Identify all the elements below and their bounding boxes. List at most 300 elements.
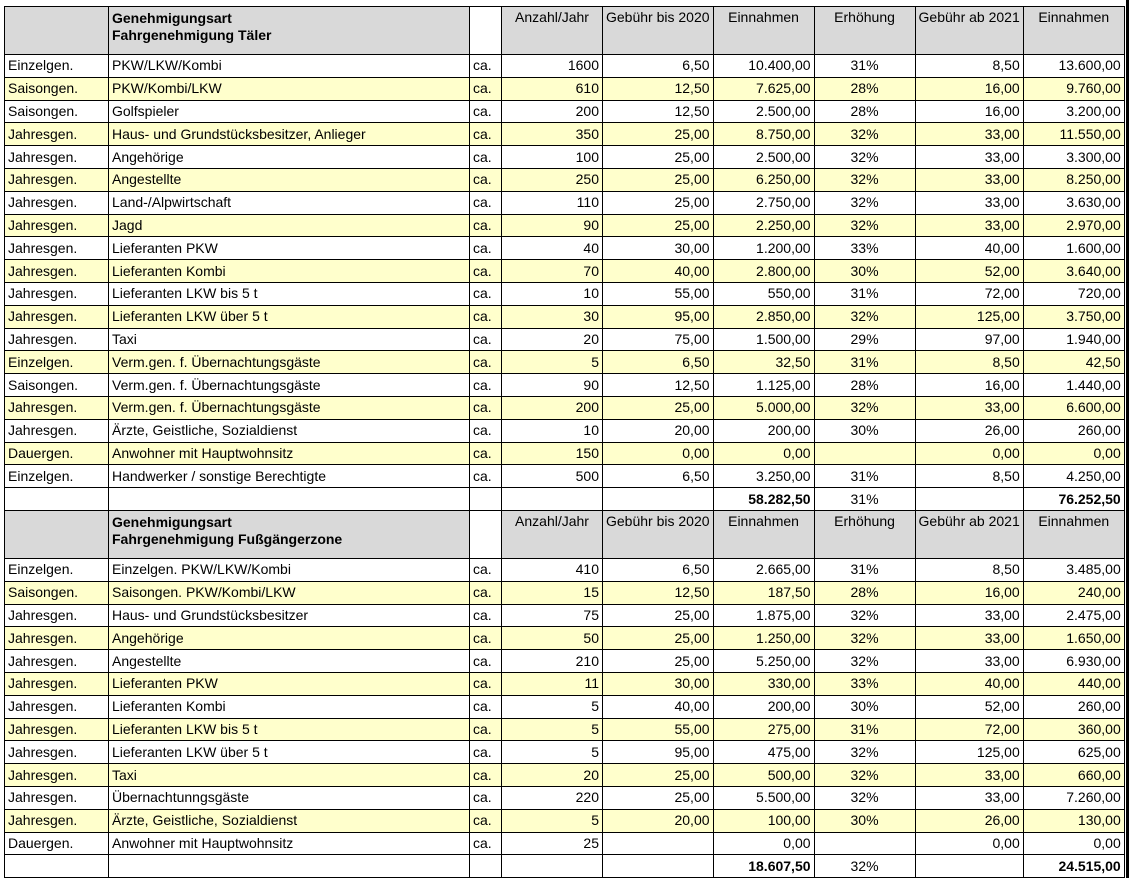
total-einnahmen: 18.607,50 (713, 855, 814, 878)
cell-ca: ca. (470, 328, 502, 351)
total-row (5, 488, 1125, 511)
cell-gebuehr-ab: 8,50 (915, 55, 1023, 78)
cell-erhoehung: 30% (814, 419, 915, 442)
cell-gebuehr-bis: 6,50 (603, 55, 714, 78)
cell-gebuehr-bis: 12,50 (603, 581, 714, 604)
cell-beschreibung: Taxi (109, 328, 470, 351)
cell-einnahmen-neu: 720,00 (1023, 282, 1124, 305)
cell-genehmigungsart: Einzelgen. (5, 351, 109, 374)
cell-erhoehung: 32% (814, 396, 915, 419)
cell-erhoehung: 32% (814, 627, 915, 650)
cell-anzahl: 90 (502, 214, 603, 237)
header-ca-cell (470, 7, 502, 55)
cell-einnahmen-neu: 1.940,00 (1023, 328, 1124, 351)
cell-erhoehung: 32% (814, 604, 915, 627)
cell-ca: ca. (470, 764, 502, 787)
cell-beschreibung: Haus- und Grundstücksbesitzer, Anlieger (109, 123, 470, 146)
cell-gebuehr-bis: 25,00 (603, 650, 714, 673)
cell-anzahl: 5 (502, 351, 603, 374)
table-row (5, 260, 1125, 283)
cell-einnahmen: 2.500,00 (713, 146, 814, 169)
total-empty-cell (502, 488, 603, 511)
cell-einnahmen: 5.500,00 (713, 786, 814, 809)
cell-ca: ca. (470, 809, 502, 832)
cell-gebuehr-ab: 33,00 (915, 764, 1023, 787)
table-row (5, 832, 1125, 855)
cell-ca: ca. (470, 237, 502, 260)
cell-anzahl: 350 (502, 123, 603, 146)
cell-gebuehr-bis: 25,00 (603, 604, 714, 627)
cell-genehmigungsart: Jahresgen. (5, 305, 109, 328)
cell-erhoehung: 31% (814, 718, 915, 741)
cell-genehmigungsart: Jahresgen. (5, 237, 109, 260)
table-row (5, 168, 1125, 191)
cell-beschreibung: PKW/LKW/Kombi (109, 55, 470, 78)
cell-beschreibung: Saisongen. PKW/Kombi/LKW (109, 581, 470, 604)
cell-erhoehung: 32% (814, 214, 915, 237)
cell-ca: ca. (470, 146, 502, 169)
cell-einnahmen: 200,00 (713, 419, 814, 442)
cell-einnahmen: 3.250,00 (713, 465, 814, 488)
cell-beschreibung: Lieferanten LKW bis 5 t (109, 718, 470, 741)
table-row (5, 282, 1125, 305)
cell-ca: ca. (470, 786, 502, 809)
cell-gebuehr-ab: 40,00 (915, 672, 1023, 695)
cell-gebuehr-bis: 25,00 (603, 191, 714, 214)
cell-ca: ca. (470, 123, 502, 146)
cell-einnahmen-neu: 3.485,00 (1023, 558, 1124, 581)
section-title-line2: Fahrgenehmigung Fußgängerzone (112, 530, 343, 547)
cell-genehmigungsart: Saisongen. (5, 77, 109, 100)
cell-einnahmen-neu: 360,00 (1023, 718, 1124, 741)
cell-gebuehr-ab: 33,00 (915, 214, 1023, 237)
cell-genehmigungsart: Jahresgen. (5, 419, 109, 442)
cell-genehmigungsart: Jahresgen. (5, 718, 109, 741)
cell-genehmigungsart: Jahresgen. (5, 260, 109, 283)
cell-anzahl: 5 (502, 741, 603, 764)
cell-gebuehr-ab: 33,00 (915, 396, 1023, 419)
cell-genehmigungsart: Jahresgen. (5, 809, 109, 832)
cell-erhoehung: 33% (814, 672, 915, 695)
cell-anzahl: 15 (502, 581, 603, 604)
cell-gebuehr-bis: 12,50 (603, 374, 714, 397)
table-body (5, 7, 1125, 878)
cell-gebuehr-bis: 30,00 (603, 237, 714, 260)
cell-einnahmen-neu: 3.750,00 (1023, 305, 1124, 328)
cell-erhoehung (814, 442, 915, 465)
cell-einnahmen-neu: 7.260,00 (1023, 786, 1124, 809)
cell-genehmigungsart: Jahresgen. (5, 191, 109, 214)
cell-beschreibung: Ärzte, Geistliche, Sozialdienst (109, 419, 470, 442)
cell-gebuehr-bis (603, 832, 714, 855)
cell-gebuehr-bis: 12,50 (603, 77, 714, 100)
cell-gebuehr-bis: 12,50 (603, 100, 714, 123)
cell-gebuehr-bis: 25,00 (603, 396, 714, 419)
cell-einnahmen: 187,50 (713, 581, 814, 604)
table-row (5, 396, 1125, 419)
cell-einnahmen: 1.500,00 (713, 328, 814, 351)
cell-genehmigungsart: Saisongen. (5, 581, 109, 604)
cell-erhoehung: 31% (814, 282, 915, 305)
cell-genehmigungsart: Einzelgen. (5, 55, 109, 78)
section-header-row (5, 7, 1125, 55)
table-row (5, 809, 1125, 832)
cell-erhoehung: 31% (814, 465, 915, 488)
col-header-erhoehung: Erhöhung (814, 510, 915, 558)
col-header-gebuehr-ab: Gebühr ab 2021 (915, 7, 1023, 55)
cell-genehmigungsart: Jahresgen. (5, 741, 109, 764)
cell-anzahl: 90 (502, 374, 603, 397)
cell-beschreibung: Angestellte (109, 650, 470, 673)
cell-gebuehr-bis: 25,00 (603, 123, 714, 146)
cell-beschreibung: Verm.gen. f. Übernachtungsgäste (109, 351, 470, 374)
cell-ca: ca. (470, 650, 502, 673)
cell-ca: ca. (470, 168, 502, 191)
cell-ca: ca. (470, 100, 502, 123)
table-row (5, 558, 1125, 581)
total-row (5, 855, 1125, 878)
cell-gebuehr-bis: 40,00 (603, 260, 714, 283)
table-row (5, 351, 1125, 374)
table-row (5, 305, 1125, 328)
cell-gebuehr-ab: 40,00 (915, 237, 1023, 260)
total-einnahmen-neu: 76.252,50 (1023, 488, 1124, 511)
total-empty-cell (502, 855, 603, 878)
cell-einnahmen-neu: 42,50 (1023, 351, 1124, 374)
cell-gebuehr-bis: 95,00 (603, 741, 714, 764)
table-row (5, 627, 1125, 650)
table-row (5, 442, 1125, 465)
cell-gebuehr-bis: 95,00 (603, 305, 714, 328)
cell-gebuehr-bis: 55,00 (603, 718, 714, 741)
cell-genehmigungsart: Jahresgen. (5, 282, 109, 305)
cell-einnahmen: 200,00 (713, 695, 814, 718)
total-empty-cell (470, 855, 502, 878)
cell-erhoehung: 32% (814, 650, 915, 673)
section-title-line1: Genehmigungsart (112, 10, 232, 26)
cell-anzahl: 250 (502, 168, 603, 191)
cell-ca: ca. (470, 604, 502, 627)
cell-einnahmen: 2.750,00 (713, 191, 814, 214)
cell-einnahmen: 0,00 (713, 442, 814, 465)
cell-gebuehr-ab: 33,00 (915, 146, 1023, 169)
cell-einnahmen-neu: 8.250,00 (1023, 168, 1124, 191)
col-header-gebuehr-bis: Gebühr bis 2020 (603, 7, 714, 55)
cell-gebuehr-ab: 8,50 (915, 558, 1023, 581)
table-row (5, 419, 1125, 442)
cell-beschreibung: Taxi (109, 764, 470, 787)
cell-einnahmen-neu: 440,00 (1023, 672, 1124, 695)
cell-einnahmen-neu: 2.475,00 (1023, 604, 1124, 627)
cell-beschreibung: Angestellte (109, 168, 470, 191)
cell-einnahmen: 1.250,00 (713, 627, 814, 650)
cell-einnahmen-neu: 625,00 (1023, 741, 1124, 764)
cell-erhoehung: 32% (814, 764, 915, 787)
cell-einnahmen: 8.750,00 (713, 123, 814, 146)
total-empty-cell (915, 855, 1023, 878)
table-row (5, 741, 1125, 764)
cell-anzahl: 5 (502, 809, 603, 832)
cell-gebuehr-ab: 33,00 (915, 627, 1023, 650)
cell-ca: ca. (470, 741, 502, 764)
cell-einnahmen-neu: 3.200,00 (1023, 100, 1124, 123)
cell-anzahl: 500 (502, 465, 603, 488)
cell-einnahmen: 1.875,00 (713, 604, 814, 627)
cell-genehmigungsart: Jahresgen. (5, 214, 109, 237)
cell-beschreibung: Verm.gen. f. Übernachtungsgäste (109, 374, 470, 397)
cell-ca: ca. (470, 581, 502, 604)
cell-gebuehr-ab: 72,00 (915, 718, 1023, 741)
cell-beschreibung: Lieferanten Kombi (109, 695, 470, 718)
cell-genehmigungsart: Jahresgen. (5, 786, 109, 809)
cell-genehmigungsart: Jahresgen. (5, 672, 109, 695)
cell-gebuehr-bis: 25,00 (603, 764, 714, 787)
header-art-cell (5, 510, 109, 558)
cell-beschreibung: Lieferanten LKW über 5 t (109, 741, 470, 764)
cell-gebuehr-ab: 125,00 (915, 741, 1023, 764)
header-ca-cell (470, 510, 502, 558)
cell-anzahl: 75 (502, 604, 603, 627)
cell-einnahmen-neu: 3.630,00 (1023, 191, 1124, 214)
cell-gebuehr-ab: 33,00 (915, 191, 1023, 214)
cell-ca: ca. (470, 672, 502, 695)
cell-einnahmen: 330,00 (713, 672, 814, 695)
cell-ca: ca. (470, 374, 502, 397)
cell-einnahmen: 2.250,00 (713, 214, 814, 237)
cell-genehmigungsart: Einzelgen. (5, 465, 109, 488)
cell-gebuehr-ab: 26,00 (915, 809, 1023, 832)
col-header-anzahl: Anzahl/Jahr (502, 510, 603, 558)
total-erhoehung: 32% (814, 855, 915, 878)
cell-ca: ca. (470, 396, 502, 419)
cell-erhoehung: 32% (814, 191, 915, 214)
fee-table (4, 6, 1125, 878)
cell-beschreibung: Lieferanten LKW bis 5 t (109, 282, 470, 305)
section-title (109, 7, 470, 55)
table-row (5, 650, 1125, 673)
cell-gebuehr-bis: 20,00 (603, 419, 714, 442)
cell-einnahmen: 2.800,00 (713, 260, 814, 283)
section-title-line1: Genehmigungsart (112, 513, 232, 530)
cell-beschreibung: Ärzte, Geistliche, Sozialdienst (109, 809, 470, 832)
cell-erhoehung: 28% (814, 581, 915, 604)
cell-einnahmen-neu: 2.970,00 (1023, 214, 1124, 237)
cell-gebuehr-bis: 25,00 (603, 786, 714, 809)
cell-erhoehung: 32% (814, 123, 915, 146)
cell-anzahl: 220 (502, 786, 603, 809)
cell-einnahmen-neu: 1.440,00 (1023, 374, 1124, 397)
col-header-anzahl: Anzahl/Jahr (502, 7, 603, 55)
cell-genehmigungsart: Dauergen. (5, 832, 109, 855)
cell-gebuehr-bis: 25,00 (603, 214, 714, 237)
cell-genehmigungsart: Jahresgen. (5, 627, 109, 650)
cell-beschreibung: Handwerker / sonstige Berechtigte (109, 465, 470, 488)
cell-erhoehung: 32% (814, 146, 915, 169)
cell-anzahl: 610 (502, 77, 603, 100)
cell-anzahl: 410 (502, 558, 603, 581)
cell-erhoehung: 30% (814, 809, 915, 832)
cell-genehmigungsart: Saisongen. (5, 374, 109, 397)
table-row (5, 695, 1125, 718)
cell-einnahmen: 5.000,00 (713, 396, 814, 419)
cell-anzahl: 11 (502, 672, 603, 695)
cell-anzahl: 5 (502, 718, 603, 741)
cell-genehmigungsart: Jahresgen. (5, 650, 109, 673)
table-row (5, 191, 1125, 214)
table-row (5, 77, 1125, 100)
col-header-einnahmen-neu: Einnahmen (1023, 510, 1124, 558)
cell-einnahmen: 500,00 (713, 764, 814, 787)
cell-einnahmen-neu: 1.650,00 (1023, 627, 1124, 650)
cell-einnahmen-neu: 0,00 (1023, 832, 1124, 855)
col-header-einnahmen: Einnahmen (713, 510, 814, 558)
cell-genehmigungsart: Jahresgen. (5, 123, 109, 146)
total-empty-cell (5, 855, 109, 878)
cell-einnahmen-neu: 6.930,00 (1023, 650, 1124, 673)
cell-ca: ca. (470, 351, 502, 374)
cell-anzahl: 1600 (502, 55, 603, 78)
cell-genehmigungsart: Jahresgen. (5, 764, 109, 787)
cell-einnahmen: 275,00 (713, 718, 814, 741)
cell-gebuehr-bis: 55,00 (603, 282, 714, 305)
cell-erhoehung: 28% (814, 374, 915, 397)
cell-erhoehung: 32% (814, 168, 915, 191)
cell-ca: ca. (470, 55, 502, 78)
cell-gebuehr-ab: 0,00 (915, 832, 1023, 855)
table-row (5, 100, 1125, 123)
total-empty-cell (109, 488, 470, 511)
cell-erhoehung (814, 832, 915, 855)
cell-einnahmen-neu: 13.600,00 (1023, 55, 1124, 78)
cell-ca: ca. (470, 282, 502, 305)
cell-gebuehr-ab: 33,00 (915, 168, 1023, 191)
cell-erhoehung: 32% (814, 741, 915, 764)
cell-gebuehr-ab: 33,00 (915, 650, 1023, 673)
cell-gebuehr-ab: 72,00 (915, 282, 1023, 305)
cell-einnahmen-neu: 660,00 (1023, 764, 1124, 787)
cell-einnahmen-neu: 3.640,00 (1023, 260, 1124, 283)
cell-einnahmen-neu: 3.300,00 (1023, 146, 1124, 169)
total-empty-cell (470, 488, 502, 511)
cell-einnahmen: 32,50 (713, 351, 814, 374)
table-row (5, 786, 1125, 809)
cell-einnahmen: 475,00 (713, 741, 814, 764)
total-empty-cell (915, 488, 1023, 511)
cell-ca: ca. (470, 77, 502, 100)
cell-beschreibung: Einzelgen. PKW/LKW/Kombi (109, 558, 470, 581)
table-row (5, 374, 1125, 397)
cell-einnahmen: 0,00 (713, 832, 814, 855)
cell-gebuehr-ab: 8,50 (915, 465, 1023, 488)
cell-anzahl: 70 (502, 260, 603, 283)
cell-gebuehr-ab: 52,00 (915, 260, 1023, 283)
window-edge (1126, 0, 1129, 878)
cell-beschreibung: Lieferanten LKW über 5 t (109, 305, 470, 328)
cell-anzahl: 100 (502, 146, 603, 169)
total-einnahmen-neu: 24.515,00 (1023, 855, 1124, 878)
cell-beschreibung: Lieferanten PKW (109, 237, 470, 260)
cell-ca: ca. (470, 305, 502, 328)
total-erhoehung: 31% (814, 488, 915, 511)
cell-einnahmen-neu: 4.250,00 (1023, 465, 1124, 488)
cell-genehmigungsart: Einzelgen. (5, 558, 109, 581)
cell-beschreibung: Verm.gen. f. Übernachtungsgäste (109, 396, 470, 419)
cell-einnahmen: 2.500,00 (713, 100, 814, 123)
cell-ca: ca. (470, 718, 502, 741)
total-einnahmen: 58.282,50 (713, 488, 814, 511)
cell-anzahl: 50 (502, 627, 603, 650)
cell-erhoehung: 31% (814, 55, 915, 78)
cell-gebuehr-ab: 33,00 (915, 604, 1023, 627)
cell-gebuehr-ab: 0,00 (915, 442, 1023, 465)
cell-anzahl: 30 (502, 305, 603, 328)
cell-gebuehr-ab: 33,00 (915, 786, 1023, 809)
table-row (5, 146, 1125, 169)
cell-genehmigungsart: Dauergen. (5, 442, 109, 465)
col-header-erhoehung: Erhöhung (814, 7, 915, 55)
cell-ca: ca. (470, 627, 502, 650)
cell-genehmigungsart: Jahresgen. (5, 396, 109, 419)
cell-gebuehr-bis: 25,00 (603, 168, 714, 191)
cell-genehmigungsart: Saisongen. (5, 100, 109, 123)
cell-beschreibung: Lieferanten PKW (109, 672, 470, 695)
cell-einnahmen-neu: 240,00 (1023, 581, 1124, 604)
cell-anzahl: 10 (502, 282, 603, 305)
cell-beschreibung: Anwohner mit Hauptwohnsitz (109, 832, 470, 855)
cell-einnahmen: 5.250,00 (713, 650, 814, 673)
total-empty-cell (5, 488, 109, 511)
cell-ca: ca. (470, 465, 502, 488)
cell-genehmigungsart: Jahresgen. (5, 695, 109, 718)
cell-ca: ca. (470, 191, 502, 214)
cell-beschreibung: Angehörige (109, 146, 470, 169)
cell-einnahmen: 100,00 (713, 809, 814, 832)
cell-erhoehung: 29% (814, 328, 915, 351)
cell-einnahmen: 6.250,00 (713, 168, 814, 191)
total-empty-cell (603, 488, 714, 511)
cell-beschreibung: Golfspieler (109, 100, 470, 123)
cell-anzahl: 25 (502, 832, 603, 855)
cell-gebuehr-bis: 25,00 (603, 627, 714, 650)
section-header-row (5, 510, 1125, 558)
cell-gebuehr-bis: 30,00 (603, 672, 714, 695)
cell-einnahmen: 1.125,00 (713, 374, 814, 397)
cell-ca: ca. (470, 695, 502, 718)
cell-gebuehr-ab: 125,00 (915, 305, 1023, 328)
cell-genehmigungsart: Jahresgen. (5, 146, 109, 169)
cell-beschreibung: Übernachtunngsgäste (109, 786, 470, 809)
cell-gebuehr-ab: 52,00 (915, 695, 1023, 718)
table-row (5, 237, 1125, 260)
cell-ca: ca. (470, 419, 502, 442)
cell-anzahl: 200 (502, 396, 603, 419)
table-row (5, 672, 1125, 695)
table-row (5, 718, 1125, 741)
cell-anzahl: 20 (502, 764, 603, 787)
cell-gebuehr-ab: 26,00 (915, 419, 1023, 442)
cell-gebuehr-ab: 97,00 (915, 328, 1023, 351)
cell-ca: ca. (470, 214, 502, 237)
cell-gebuehr-ab: 16,00 (915, 374, 1023, 397)
cell-beschreibung: Jagd (109, 214, 470, 237)
cell-ca: ca. (470, 832, 502, 855)
cell-beschreibung: Haus- und Grundstücksbesitzer (109, 604, 470, 627)
cell-einnahmen-neu: 130,00 (1023, 809, 1124, 832)
cell-beschreibung: Anwohner mit Hauptwohnsitz (109, 442, 470, 465)
cell-erhoehung: 31% (814, 351, 915, 374)
cell-einnahmen-neu: 11.550,00 (1023, 123, 1124, 146)
cell-einnahmen-neu: 1.600,00 (1023, 237, 1124, 260)
